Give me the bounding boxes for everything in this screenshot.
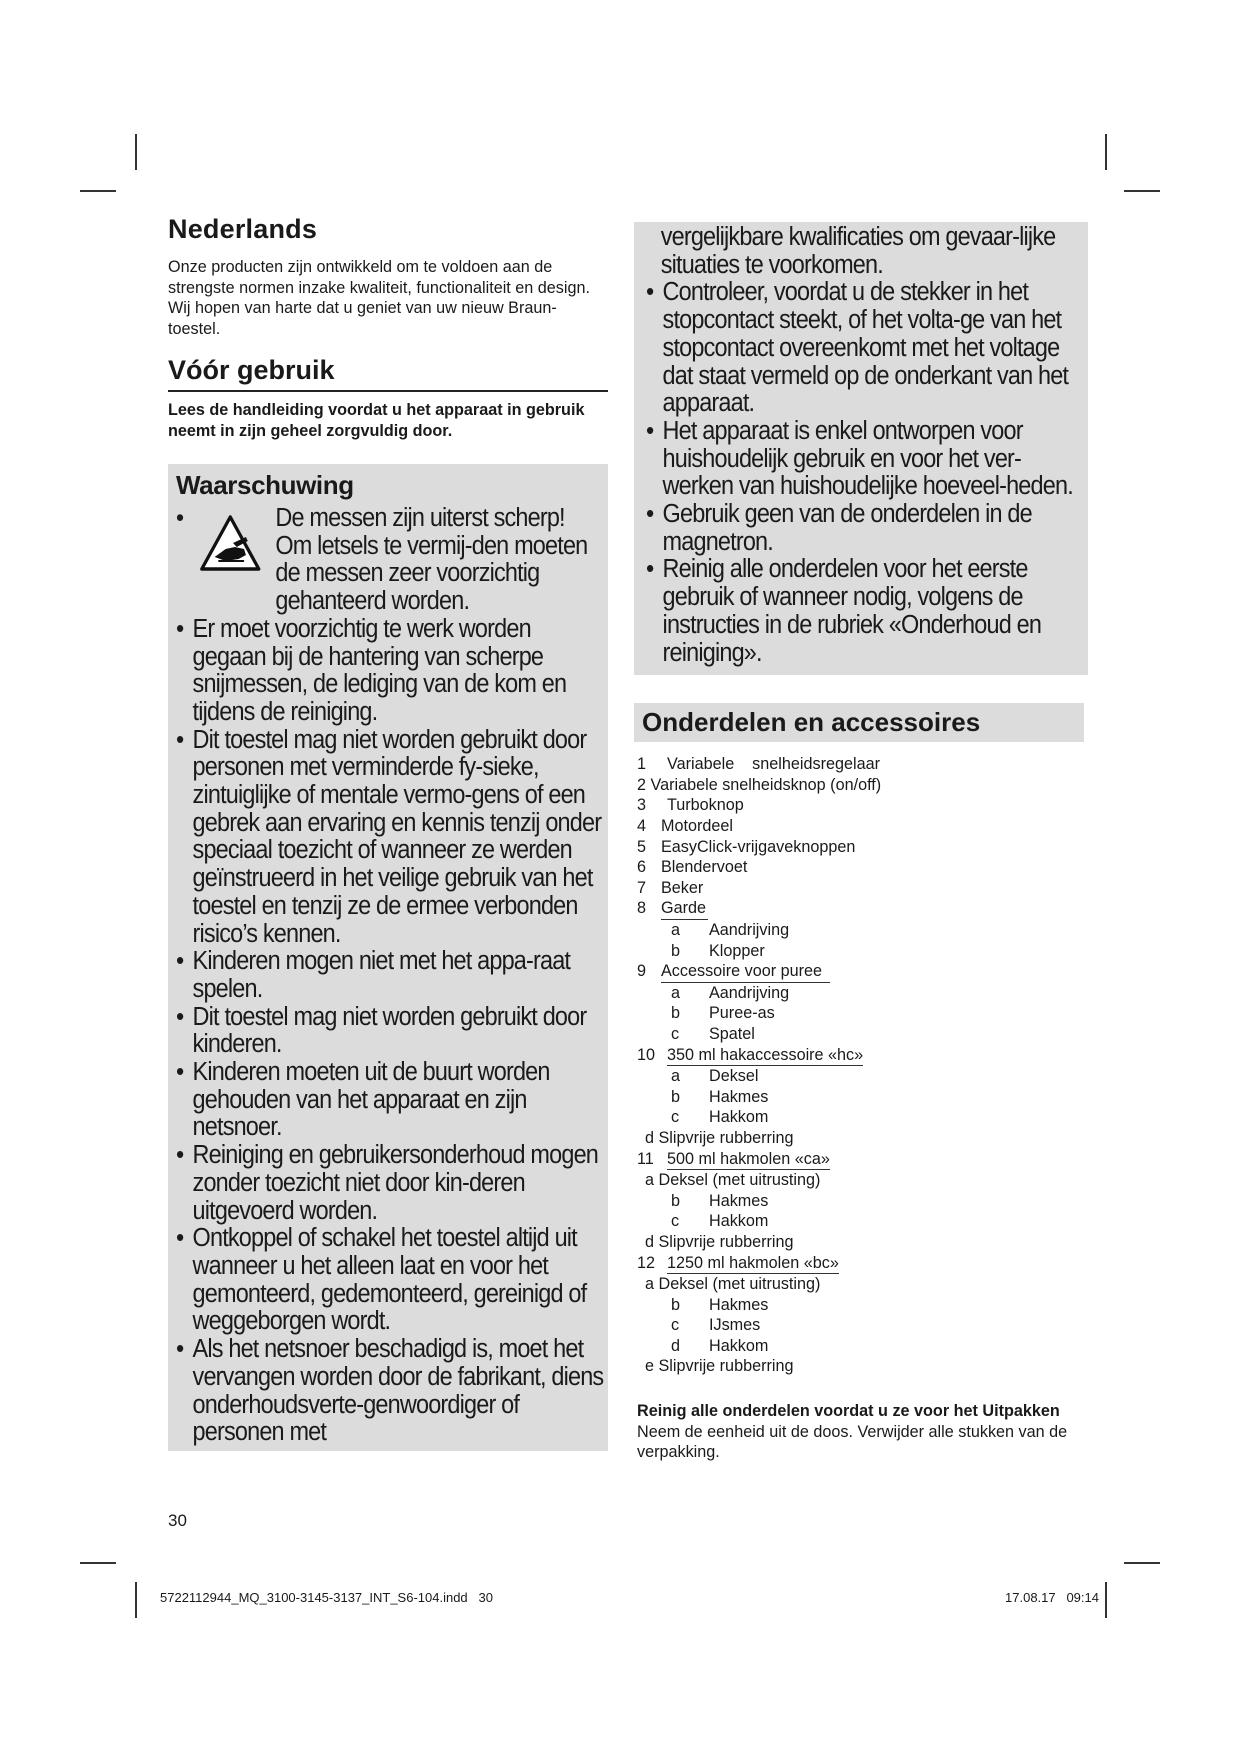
part-letter: b xyxy=(671,1087,681,1106)
unpacking-heading: Reinig alle onderdelen voordat u ze voor het Uitpakken xyxy=(637,1402,1060,1421)
crop-mark xyxy=(1124,190,1160,192)
print-date: 17.08.17 09:14 xyxy=(1005,1590,1099,1605)
part-subrow xyxy=(637,1107,1077,1128)
part-label: d Slipvrije rubberring xyxy=(645,1128,794,1147)
part-letter: a xyxy=(671,1067,681,1086)
part-label: Puree-as xyxy=(709,1004,775,1023)
part-label: 500 ml hakmolen «ca» xyxy=(667,1149,830,1171)
part-label: Aandrijving xyxy=(709,921,790,939)
part-subrow xyxy=(637,1024,1077,1045)
page-number: 30 xyxy=(168,1511,187,1530)
part-number: 12 xyxy=(637,1253,656,1272)
part-label: Aandrijving xyxy=(709,983,790,1002)
unpacking-text: Neem de eenheid uit de doos. Verwijder alle stukken van de verpakking. xyxy=(637,1422,1068,1462)
list-item: • Ontkoppel of schakel het toestel altijd uit wanneer u het alleen laat en voor het gemonteerd, gedemonteerd, gereinigd of weggeborgen wordt. xyxy=(176,1225,604,1336)
part-letter: b xyxy=(671,1004,681,1023)
list-item: • Kinderen mogen niet met het appa-raat spelen. xyxy=(176,948,604,1003)
part-subrow xyxy=(637,1295,1077,1316)
part-row xyxy=(637,878,1077,899)
part-row xyxy=(637,754,1077,775)
warning-text xyxy=(176,505,604,1447)
warning-list xyxy=(176,616,604,1447)
part-number: 10 xyxy=(637,1045,656,1064)
part-subrow xyxy=(637,1336,1077,1357)
part-subrow xyxy=(637,1315,1077,1336)
part-row xyxy=(637,857,1077,878)
list-item: • Kinderen moeten uit de buurt worden gehouden van het apparaat en zijn netsnoer. xyxy=(176,1059,604,1142)
part-label: a Deksel (met uitrusting) xyxy=(645,1171,821,1190)
sharp-blade-warning-icon xyxy=(198,513,262,573)
part-row xyxy=(637,898,1077,920)
part-letter: b xyxy=(671,1295,681,1314)
part-label: Hakkom xyxy=(709,1336,769,1355)
part-label: 1250 ml hakmolen «bc» xyxy=(667,1253,839,1275)
part-row xyxy=(637,775,1077,796)
part-subrow xyxy=(637,1003,1077,1024)
part-row xyxy=(637,1253,1077,1275)
parts-list xyxy=(637,754,1077,1377)
part-letter: c xyxy=(671,1316,680,1335)
list-item: • Er moet voorzichtig te werk worden gegaan bij de hantering van scherpe snijmessen, de lediging van de kom en tijdens de reiniging. xyxy=(176,616,604,727)
part-subrow xyxy=(637,920,1077,941)
part-label: Turboknop xyxy=(667,796,744,815)
part-subrow xyxy=(637,1066,1077,1087)
part-label: Hakmes xyxy=(709,1191,769,1210)
part-label: a Deksel (met uitrusting) xyxy=(645,1275,821,1294)
part-subrow xyxy=(637,1191,1077,1212)
part-letter: a xyxy=(671,983,681,1002)
part-letter: d xyxy=(671,1336,681,1355)
warning-title: Waarschuwing xyxy=(176,470,354,500)
continuation-text: vergelijkbare kwalificaties om gevaar-lijke situaties te voorkomen. xyxy=(660,223,1056,279)
part-label: Blendervoet xyxy=(661,858,748,877)
part-label: IJsmes xyxy=(709,1316,761,1335)
crop-mark xyxy=(1105,134,1107,170)
part-row xyxy=(637,961,1077,983)
crop-mark xyxy=(1124,1562,1160,1564)
part-subrow xyxy=(637,1170,1077,1191)
part-label: Klopper xyxy=(709,941,765,960)
part-letter: b xyxy=(671,1191,681,1210)
part-row xyxy=(637,795,1077,816)
part-number: 11 xyxy=(637,1149,654,1168)
part-label: 350 ml hakaccessoire «hc» xyxy=(667,1045,863,1067)
part-subrow xyxy=(637,941,1077,962)
part-number: 5 xyxy=(637,837,647,856)
warning-item-text: De messen zijn uiterst scherp! Om letsels te vermij-den moeten de messen zeer voorzichtig gehanteerd worden. xyxy=(275,504,588,616)
part-number: 1 xyxy=(637,755,647,774)
crop-mark xyxy=(135,1582,137,1618)
part-number: 8 xyxy=(637,899,647,918)
page-title: Nederlands xyxy=(168,214,318,244)
part-letter: c xyxy=(671,1024,680,1043)
part-label: Variabele snelheidsregelaar xyxy=(667,755,880,774)
read-manual-note: Lees de handleiding voordat u het apparaat in gebruik neemt in zijn geheel zorgvuldig door. xyxy=(168,401,585,440)
file-slug: 5722112944_MQ_3100-3145-3137_INT_S6-104.indd 30 xyxy=(160,1590,493,1605)
list-item: • Controleer, voordat u de stekker in het stopcontact steekt, of het volta-ge van het stopcontact overeenkomt met het voltage dat staat vermeld op de onderkant van het apparaat. xyxy=(646,279,1078,418)
left-column xyxy=(168,214,608,1451)
part-label: Hakmes xyxy=(709,1087,769,1106)
crop-mark xyxy=(80,190,116,192)
part-label: 2 Variabele snelheidsknop (on/off) xyxy=(637,775,882,794)
part-label: d Slipvrije rubberring xyxy=(645,1232,794,1251)
list-item: • Gebruik geen van de onderdelen in de magnetron. xyxy=(646,501,1078,556)
list-item: • Dit toestel mag niet worden gebruikt door personen met verminderde fy-sieke, zintuiglijke of mentale vermo-gens of een gebrek aan ervaring en kennis tenzij onder speciaal toezicht of wanneer ze werden geïnstrueerd in het veilige gebruik van het toestel en tenzij ze de ermee verbonden risico’s kennen. xyxy=(176,727,604,949)
part-label: Deksel xyxy=(709,1067,759,1086)
part-label: Garde xyxy=(661,898,708,920)
part-label: Hakkom xyxy=(709,1108,769,1127)
part-number: 7 xyxy=(637,878,647,897)
list-item: • Dit toestel mag niet worden gebruikt door kinderen. xyxy=(176,1004,604,1059)
part-row xyxy=(637,816,1077,837)
crop-mark xyxy=(135,134,137,170)
warning-list xyxy=(646,279,1078,667)
warning-box xyxy=(168,464,608,1451)
part-letter: b xyxy=(671,941,681,960)
part-subrow xyxy=(637,1356,1077,1377)
bullet: • xyxy=(176,504,184,532)
part-subrow xyxy=(637,1087,1077,1108)
part-row xyxy=(637,1045,1077,1067)
unpacking-note xyxy=(637,1401,1077,1463)
part-letter: c xyxy=(671,1108,680,1127)
part-subrow xyxy=(637,1128,1077,1149)
part-label: Motordeel xyxy=(661,817,733,836)
part-number: 6 xyxy=(637,858,647,877)
right-column xyxy=(637,222,1077,1463)
part-label: Accessoire voor puree xyxy=(661,961,830,983)
warning-continuation-box xyxy=(634,222,1088,675)
section-heading: Vóór gebruik xyxy=(168,355,608,392)
parts-heading: Onderdelen en accessoires xyxy=(634,703,1084,742)
list-item: • Het apparaat is enkel ontworpen voor huishoudelijk gebruik en voor het ver-werken van huishoudelijke hoeveel-heden. xyxy=(646,418,1078,501)
part-label: Hakmes xyxy=(709,1295,769,1314)
part-label: EasyClick-vrijgaveknoppen xyxy=(661,837,856,856)
part-number: 9 xyxy=(637,962,647,981)
part-label: Beker xyxy=(661,878,704,897)
list-item: • Reinig alle onderdelen voor het eerste gebruik of wanneer nodig, volgens de instructies in de rubriek «Onderhoud en reiniging». xyxy=(646,556,1078,667)
crop-mark xyxy=(80,1562,116,1564)
part-letter: c xyxy=(671,1212,680,1231)
part-label: e Slipvrije rubberring xyxy=(645,1357,794,1376)
part-number: 4 xyxy=(637,817,647,836)
part-subrow xyxy=(637,1232,1077,1253)
warning-item-blades xyxy=(176,505,604,616)
part-label: Spatel xyxy=(709,1024,755,1043)
part-subrow xyxy=(637,983,1077,1004)
intro-text: Onze producten zijn ontwikkeld om te voldoen aan de strengste normen inzake kwaliteit, functionaliteit en design. Wij hopen van harte dat u geniet van uw nieuw Braun-toestel. xyxy=(168,258,591,338)
part-row xyxy=(637,837,1077,858)
list-item: • Als het netsnoer beschadigd is, moet het vervangen worden door de fabrikant, diens onderhoudsverte-genwoordiger of personen met xyxy=(176,1336,604,1447)
part-row xyxy=(637,1149,1077,1171)
crop-mark xyxy=(1105,1582,1107,1618)
part-subrow xyxy=(637,1274,1077,1295)
part-subrow xyxy=(637,1211,1077,1232)
part-label: Hakkom xyxy=(709,1212,769,1231)
part-number: 3 xyxy=(637,796,647,815)
warning-continuation-text xyxy=(646,224,1078,667)
list-item: • Reiniging en gebruikersonderhoud mogen zonder toezicht niet door kin-deren uitgevoerd worden. xyxy=(176,1142,604,1225)
part-letter: a xyxy=(671,921,681,939)
